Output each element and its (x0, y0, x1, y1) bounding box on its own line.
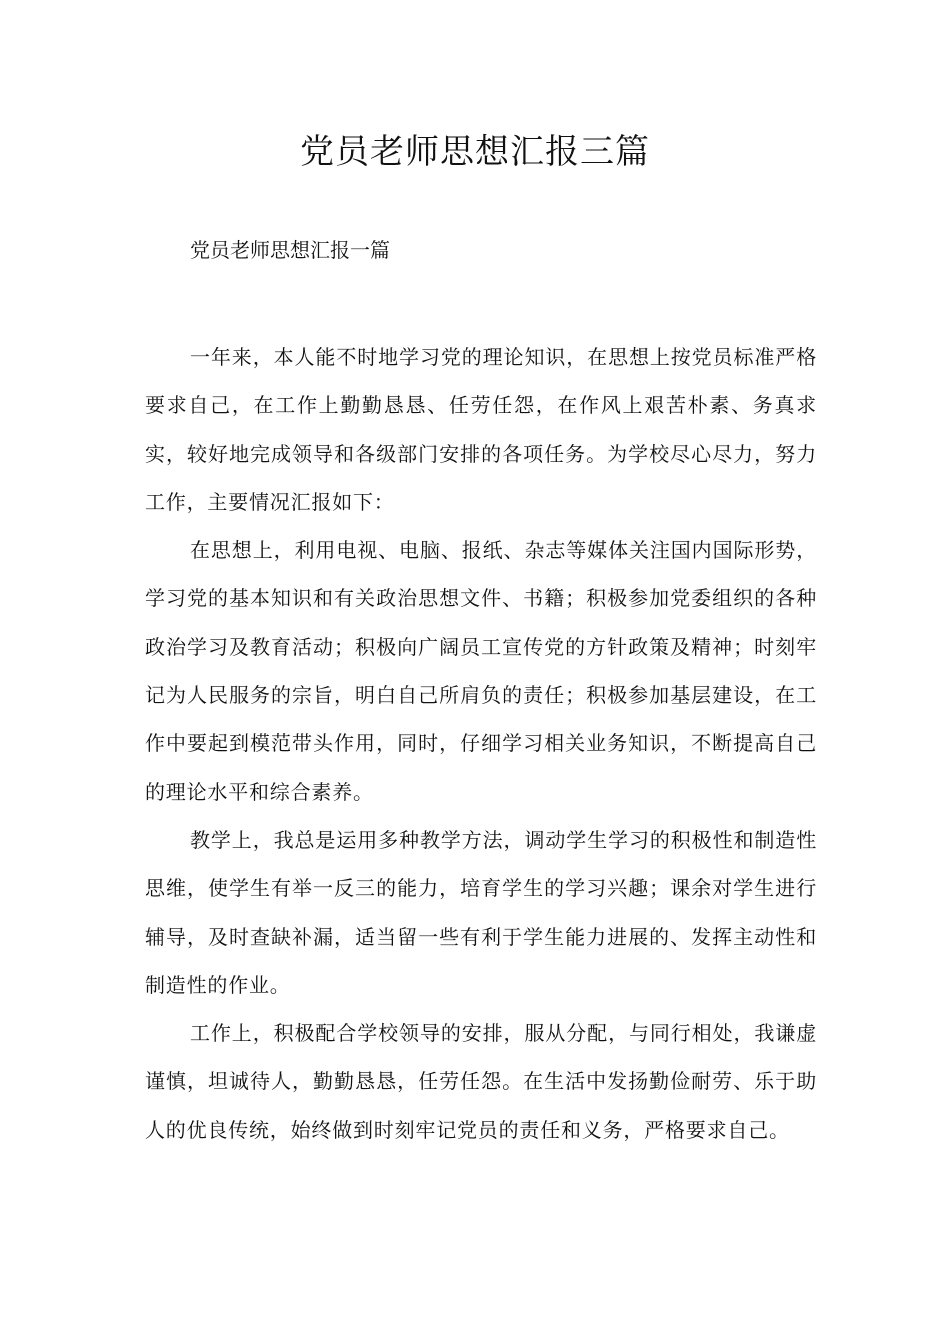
document-title: 党员老师思想汇报三篇 (300, 132, 650, 172)
paragraph-teaching: 教学上，我总是运用多种教学方法，调动学生学习的积极性和制造性思维，使学生有举一反三的能力，培育学生的学习兴趣；课余对学生进行辅导，及时查缺补漏，适当留一些有利于学生能力进展的、发挥主动性和制造性的作业。 (145, 827, 817, 997)
paragraph-work: 工作上，积极配合学校领导的安排，服从分配，与同行相处，我谦虚谨慎，坦诚待人，勤勤恳恳，任劳任怨。在生活中发扬勤俭耐劳、乐于助人的优良传统，始终做到时刻牢记党员的责任和义务，严格要求自己。 (145, 1021, 817, 1142)
paragraph-intro: 一年来，本人能不时地学习党的理论知识，在思想上按党员标准严格要求自己，在工作上勤勤恳恳、任劳任怨，在作风上艰苦朴素、务真求实，较好地完成领导和各级部门安排的各项任务。为学校尽心尽力，努力工作，主要情况汇报如下： (145, 345, 817, 514)
section-subtitle: 党员老师思想汇报一篇 (190, 238, 390, 262)
document-body (145, 333, 817, 1154)
paragraph-ideology: 在思想上，利用电视、电脑、报纸、杂志等媒体关注国内国际形势，学习党的基本知识和有关政治思想文件、书籍；积极参加党委组织的各种政治学习及教育活动；积极向广阔员工宣传党的方针政策及精神；时刻牢记为人民服务的宗旨，明白自己所肩负的责任；积极参加基层建设，在工作中要起到模范带头作用，同时，仔细学习相关业务知识，不断提高自己的理论水平和综合素养。 (145, 538, 817, 804)
